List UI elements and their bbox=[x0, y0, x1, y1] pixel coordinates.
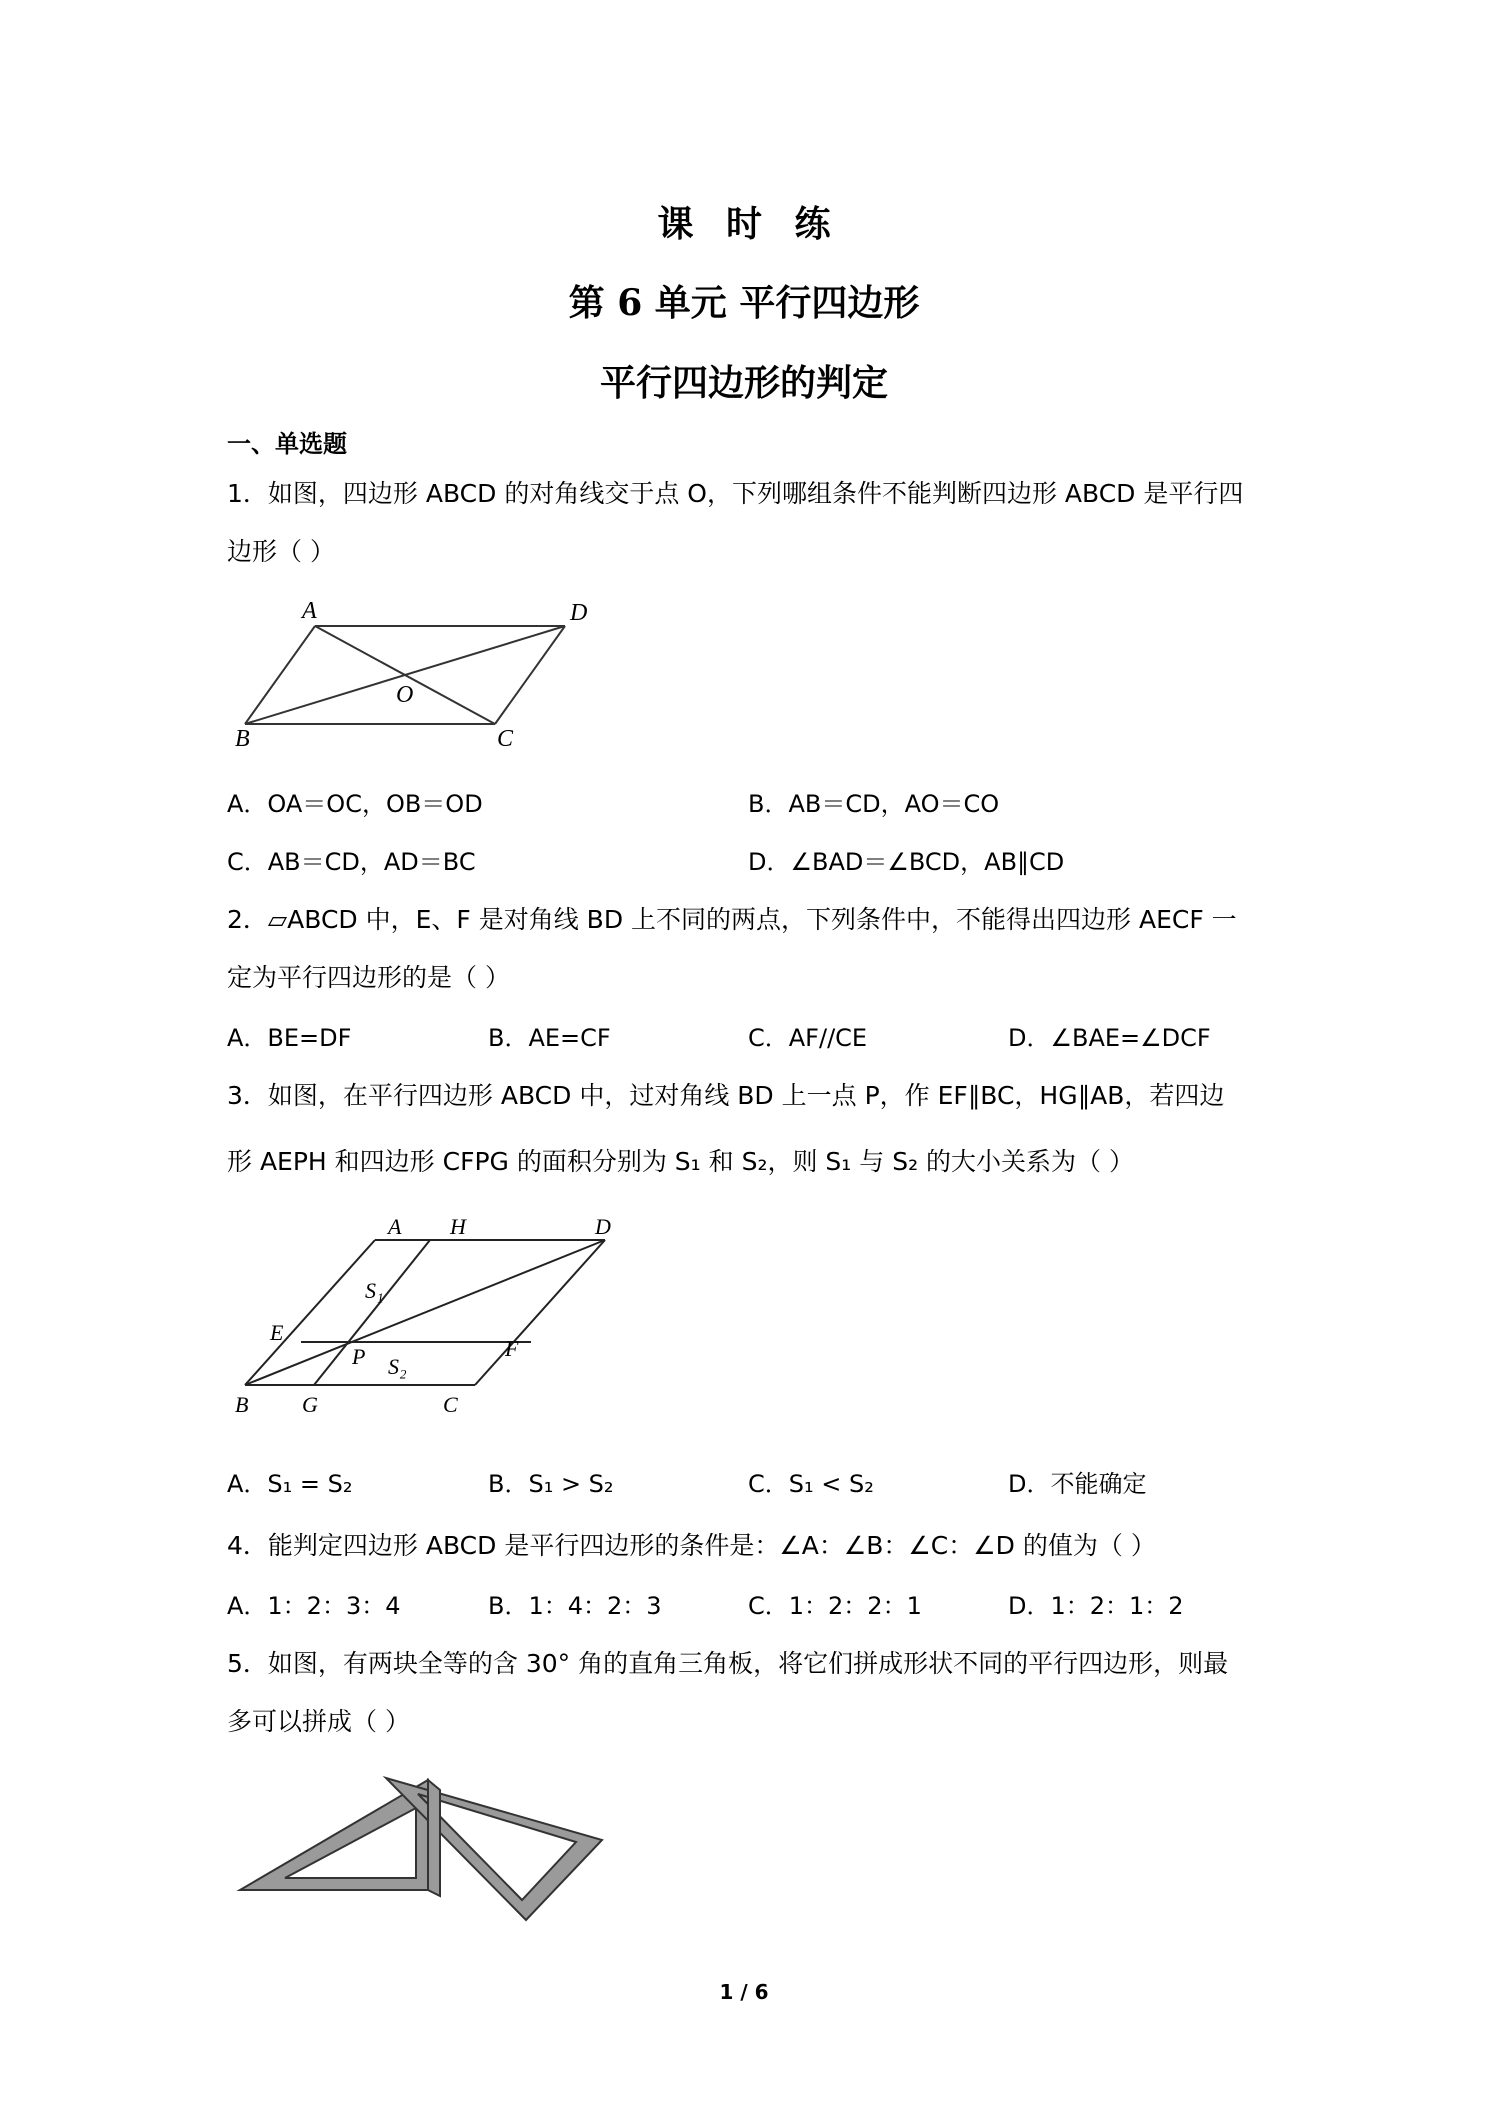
q1-option-b[interactable]: B．AB＝CD，AO＝CO bbox=[748, 790, 1000, 818]
q5-overlap-edge bbox=[428, 1780, 440, 1896]
q3-option-c[interactable]: C．S₁ < S₂ bbox=[748, 1470, 874, 1498]
q5-line2: 多可以拼成（ ） bbox=[227, 1707, 410, 1736]
section-heading: 一、单选题 bbox=[227, 430, 347, 458]
q1-option-d[interactable]: D．∠BAD＝∠BCD，AB∥CD bbox=[748, 848, 1065, 876]
q1-line1: 1．如图，四边形 ABCD 的对角线交于点 O，下列哪组条件不能判断四边形 ABCD 是平行四 bbox=[227, 479, 1244, 508]
q3-label-p: P bbox=[352, 1344, 366, 1369]
q3-option-a[interactable]: A．S₁ = S₂ bbox=[227, 1470, 353, 1498]
q5-left-triangle bbox=[240, 1780, 428, 1890]
q3-label-c: C bbox=[443, 1392, 458, 1417]
q5-line1: 5．如图，有两块全等的含 30° 角的直角三角板，将它们拼成形状不同的平行四边形，则最 bbox=[227, 1649, 1229, 1678]
q3-label-g: G bbox=[302, 1392, 318, 1417]
q2-option-b[interactable]: B．AE=CF bbox=[488, 1024, 611, 1052]
q1-option-a[interactable]: A．OA＝OC，OB＝OD bbox=[227, 790, 483, 818]
q3-label-s1: S₁ bbox=[365, 1278, 384, 1303]
q3-label-a: A bbox=[388, 1214, 402, 1239]
q1-label-d: D bbox=[570, 600, 588, 626]
q2-line1: 2．▱ABCD 中，E、F 是对角线 BD 上不同的两点，下列条件中，不能得出四边形 AECF 一 bbox=[227, 905, 1237, 934]
page-number: 1 / 6 bbox=[719, 1980, 769, 2004]
q3-label-b: B bbox=[235, 1392, 249, 1417]
q3-figure bbox=[230, 1210, 630, 1420]
q3-label-e: E bbox=[270, 1320, 284, 1345]
q4-option-b[interactable]: B．1：4：2：3 bbox=[488, 1592, 662, 1620]
q1-label-a: A bbox=[302, 598, 317, 624]
q1-option-c[interactable]: C．AB＝CD，AD＝BC bbox=[227, 848, 476, 876]
q2-option-c[interactable]: C．AF//CE bbox=[748, 1024, 868, 1052]
q3-option-b[interactable]: B．S₁ > S₂ bbox=[488, 1470, 614, 1498]
q3-label-s2: S₂ bbox=[388, 1354, 407, 1379]
q1-line2: 边形（ ） bbox=[227, 537, 335, 566]
q4-option-d[interactable]: D．1：2：1：2 bbox=[1008, 1592, 1184, 1620]
q3-label-f: F bbox=[505, 1336, 519, 1361]
q3-line2: 形 AEPH 和四边形 CFPG 的面积分别为 S₁ 和 S₂，则 S₁ 与 S₂ 的大小关系为（ ） bbox=[227, 1147, 1134, 1176]
q1-label-o: O bbox=[396, 682, 414, 708]
q3-line1: 3．如图，在平行四边形 ABCD 中，过对角线 BD 上一点 P，作 EF∥BC，HG∥AB，若四边 bbox=[227, 1081, 1225, 1110]
title-1: 课 时 练 bbox=[657, 203, 831, 245]
q3-label-d: D bbox=[595, 1214, 611, 1239]
q3-option-d[interactable]: D．不能确定 bbox=[1008, 1470, 1147, 1498]
q4-option-c[interactable]: C．1：2：2：1 bbox=[748, 1592, 922, 1620]
title-2: 第 6 单元 平行四边形 bbox=[568, 282, 920, 324]
q1-label-c: C bbox=[497, 726, 514, 752]
q2-line2: 定为平行四边形的是（ ） bbox=[227, 963, 510, 992]
q1-figure bbox=[230, 590, 610, 760]
q3-label-h: H bbox=[450, 1214, 466, 1239]
q5-set-squares-figure bbox=[230, 1768, 630, 1938]
q4-line1: 4．能判定四边形 ABCD 是平行四边形的条件是：∠A：∠B：∠C：∠D 的值为（ ） bbox=[227, 1531, 1156, 1560]
q4-option-a[interactable]: A．1：2：3：4 bbox=[227, 1592, 401, 1620]
title-3: 平行四边形的判定 bbox=[599, 362, 888, 404]
q1-label-b: B bbox=[235, 726, 250, 752]
q2-option-a[interactable]: A．BE=DF bbox=[227, 1024, 352, 1052]
q2-option-d[interactable]: D．∠BAE=∠DCF bbox=[1008, 1024, 1211, 1052]
